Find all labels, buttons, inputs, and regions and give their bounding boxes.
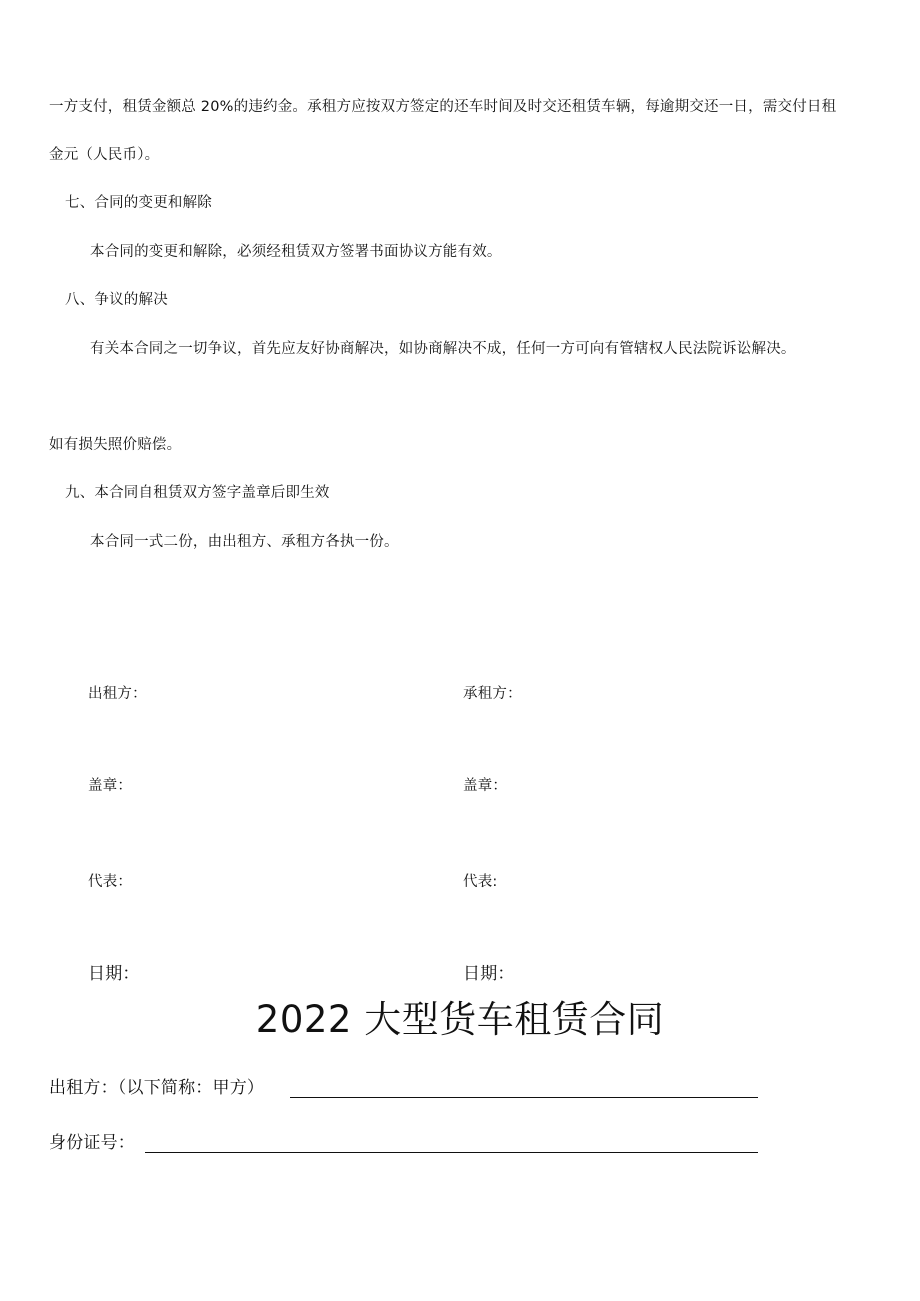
penalty-paragraph-line-1: 一方支付，租赁金额总 20%的违约金。承租方应按双方签定的还车时间及时交还租赁车辆，每逾期交还一日，需交付日租 (49, 99, 837, 115)
lessee-signature-label: 承租方： (463, 686, 522, 702)
section-9-body: 本合同一式二份，由出租方、承租方各执一份。 (90, 534, 399, 550)
lessor-signature-label: 出租方： (88, 686, 147, 702)
section-8-body: 有关本合同之一切争议，首先应友好协商解决，如协商解决不成，任何一方可向有管辖权人民法院诉讼解决。 (90, 341, 796, 357)
lessee-date-label: 日期： (463, 964, 515, 984)
penalty-paragraph-line-2: 金元（人民币）。 (49, 147, 160, 163)
lessee-representative-label: 代表: (463, 874, 498, 890)
compensation-clause: 如有损失照价赔偿。 (49, 437, 182, 453)
lessor-date-label: 日期： (88, 964, 140, 984)
lessee-seal-label: 盖章： (463, 778, 508, 794)
lessor-field-label: 出租方：（以下简称：甲方） (49, 1078, 265, 1098)
id-number-field-label: 身份证号： (49, 1133, 135, 1153)
id-number-field-blank[interactable] (145, 1152, 758, 1153)
section-7-heading: 七、合同的变更和解除 (65, 195, 212, 211)
section-7-body: 本合同的变更和解除，必须经租赁双方签署书面协议方能有效。 (90, 244, 502, 260)
lessor-seal-label: 盖章： (88, 778, 133, 794)
lessor-field-blank[interactable] (290, 1097, 758, 1098)
lessor-representative-label: 代表： (88, 874, 133, 890)
section-9-heading: 九、本合同自租赁双方签字盖章后即生效 (65, 485, 330, 501)
contract-title: 2022 大型货车租赁合同 (255, 998, 665, 1041)
section-8-heading: 八、争议的解决 (65, 292, 168, 308)
